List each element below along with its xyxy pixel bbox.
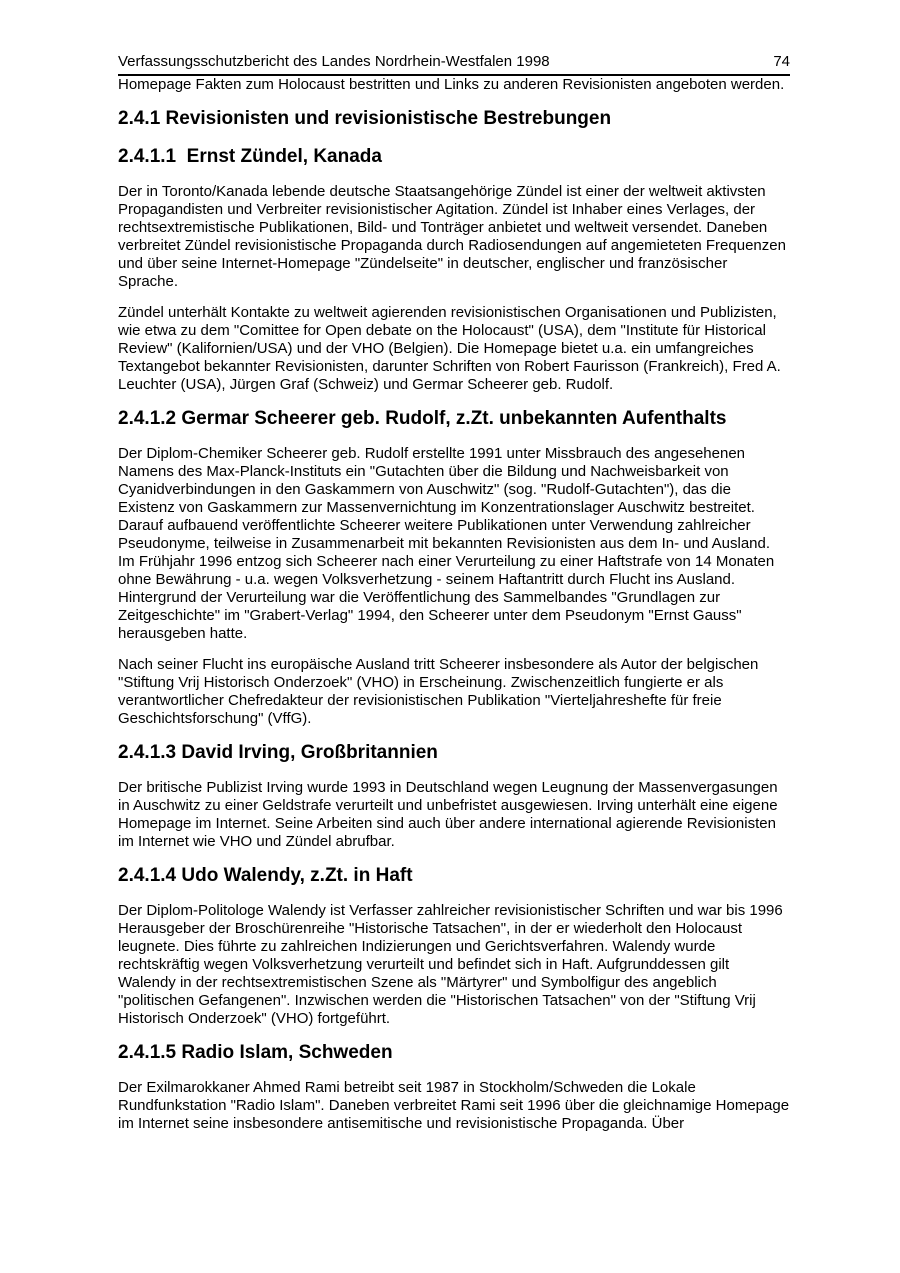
section-heading-2-4-1-3: 2.4.1.3 David Irving, Großbritannien	[118, 742, 438, 763]
section-heading-2-4-1-1: 2.4.1.1 Ernst Zündel, Kanada	[118, 146, 382, 167]
paragraph-radio-islam-1: Der Exilmarokkaner Ahmed Rami betreibt seit 1987 in Stockholm/Schweden die Lokale Rundfunkstation "Radio Islam". Daneben verbreitet Rami seit 1996 über die gleichnamige Homepage im Internet seine insbesondere antisemitische und revisionistische Propaganda. Über	[118, 1079, 790, 1132]
header-page-number: 74	[773, 53, 790, 70]
section-heading-2-4-1-4: 2.4.1.4 Udo Walendy, z.Zt. in Haft	[118, 865, 413, 886]
section-heading-2-4-1: 2.4.1 Revisionisten und revisionistische Bestrebungen	[118, 108, 612, 129]
paragraph-irving-1: Der britische Publizist Irving wurde 1993 in Deutschland wegen Leugnung der Massenvergasungen in Auschwitz zu einer Geldstrafe verurteilt und unbefristet ausgewiesen. Irving unterhält eine eigene Homepage im Internet. Seine Arbeiten sind auch über andere international agierende Revisionisten im Internet wie VHO und Zündel abrufbar.	[118, 779, 778, 850]
paragraph-scheerer-1: Der Diplom-Chemiker Scheerer geb. Rudolf erstellte 1991 unter Missbrauch des angesehenen Namens des Max-Planck-Instituts ein "Gutachten über die Bildung und Nachweisbarkeit von Cyanidverbindungen in den Gaskammern von Auschwitz" (sog. "Rudolf-Gutachten"), das die Existenz von Gaskammern zur Massenvernichtung im Konzentrationslager Auschwitz bestreitet. Darauf aufbauend veröffentlichte Scheerer weitere Publikationen unter Verwendung zahlreicher Pseudonyme, teilweise in Zusammenarbeit mit bekannten Revisionisten aus dem In- und Ausland. Im Frühjahr 1996 entzog sich Scheerer nach einer Verurteilung zu einer Haftstrafe von 14 Monaten ohne Bewährung - u.a. wegen Volksverhetzung - seinem Haftantritt durch Flucht ins Ausland. Hintergrund der Verurteilung war die Veröffentlichung des Sammelbandes "Grundlagen zur Zeitgeschichte" im "Grabert-Verlag" 1994, den Scheerer unter dem Pseudonym "Ernst Gauss" herausgeben hatte.	[118, 445, 775, 642]
section-heading-2-4-1-2: 2.4.1.2 Germar Scheerer geb. Rudolf, z.Zt. unbekannten Aufenthalts	[118, 408, 727, 429]
section-heading-2-4-1-5: 2.4.1.5 Radio Islam, Schweden	[118, 1042, 393, 1063]
paragraph-scheerer-2: Nach seiner Flucht ins europäische Ausland tritt Scheerer insbesondere als Autor der belgischen "Stiftung Vrij Historisch Onderzoek" (VHO) in Erscheinung. Zwischenzeitlich fungierte er als verantwortlicher Chefredakteur der revisionistischen Publikation "Vierteljahreshefte für freie Geschichtsforschung" (VffG).	[118, 656, 759, 727]
paragraph-walendy-1: Der Diplom-Politologe Walendy ist Verfasser zahlreicher revisionistischer Schriften und war bis 1996 Herausgeber der Broschürenreihe "Historische Tatsachen", in der er wiederholt den Holocaust leugnete. Dies führte zu zahlreichen Indizierungen und Gerichtsverfahren. Walendy wurde rechtskräftig wegen Volksverhetzung verurteilt und befindet sich in Haft. Aufgrunddessen gilt Walendy in der rechtsextremistischen Szene als "Märtyrer" und Symbolfigur des angeblich "politischen Gefangenen". Inzwischen werden die "Historischen Tatsachen" von der "Stiftung Vrij Historisch Onderzoek" (VHO) fortgeführt.	[118, 902, 783, 1027]
paragraph-zuendel-2: Zündel unterhält Kontakte zu weltweit agierenden revisionistischen Organisationen und Publizisten, wie etwa zu dem "Comittee for Open debate on the Holocaust" (USA), dem "Institute für Historical Review" (Kalifornien/USA) und der VHO (Belgien). Die Homepage bietet u.a. ein umfangreiches Textangebot bekannter Revisionisten, darunter Schriften von Robert Faurisson (Frankreich), Fred A. Leuchter (USA), Jürgen Graf (Schweiz) und Germar Scheerer geb. Rudolf.	[118, 304, 781, 393]
header-title: Verfassungsschutzbericht des Landes Nordrhein-Westfalen 1998	[118, 53, 550, 70]
paragraph-zuendel-1: Der in Toronto/Kanada lebende deutsche Staatsangehörige Zündel ist einer der weltweit aktivsten Propagandisten und Verbreiter revisionistischer Agitation. Zündel ist Inhaber eines Verlages, der rechtsextremistische Publikationen, Bild- und Tonträger anbietet und weltweit versendet. Daneben verbreitet Zündel revisionistische Propaganda durch Radiosendungen auf angemieteten Frequenzen und über seine Internet-Homepage "Zündelseite" in deutscher, englischer und französischer Sprache.	[118, 183, 786, 290]
intro-paragraph: Homepage Fakten zum Holocaust bestritten und Links zu anderen Revisionisten angeboten werden.	[118, 76, 785, 93]
page-header	[118, 53, 790, 76]
